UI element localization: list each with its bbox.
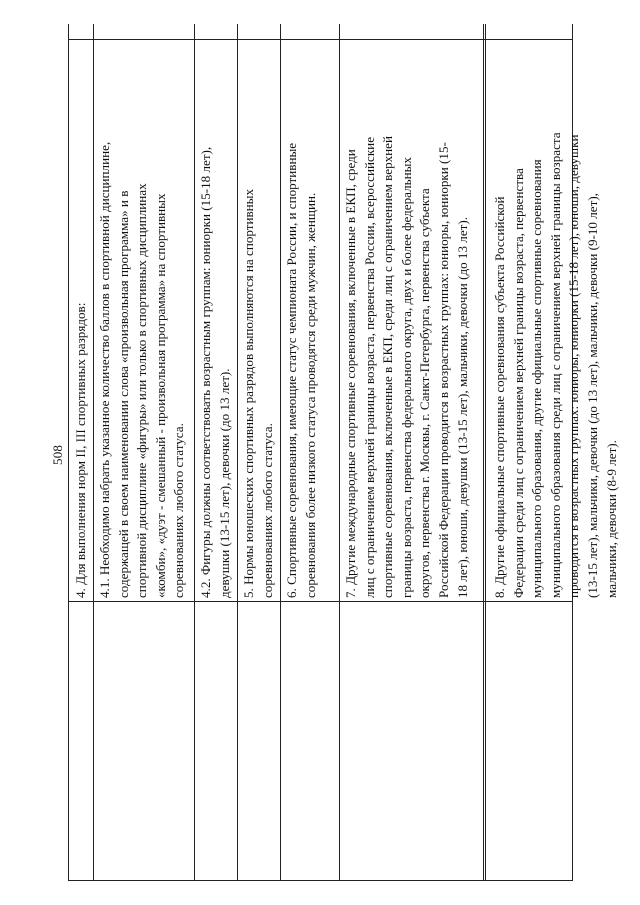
document-table [68, 24, 619, 881]
table-row-item-4-2: 4.2. Фигуры должны соответствовать возрастным группам: юниорки (15-18 лет), девушки (13-15 лет), девочки (до 13 лет). [198, 146, 232, 598]
row-separator [483, 24, 484, 880]
table-row-item-4-1: 4.1. Необходимо набрать указанное количество баллов в спортивной дисциплине, содержащей в своем наименовании слова «произвольная программа» и в спортивной дисциплине «фигуры» или только в спортивных дисциплинах «комби», «дуэт - смешанный - произвольная программа» на спортивных соревнованиях любого статуса. [97, 141, 187, 598]
row-separator [194, 24, 195, 880]
row-separator [237, 24, 238, 880]
table-column-divider-left [69, 601, 572, 602]
table-row-item-6: 6. Спортивные соревнования, имеющие статус чемпионата России, и спортивные соревнования более низкого статуса проводятся среди мужчин, женщин. [284, 142, 318, 598]
row-separator [93, 24, 94, 880]
table-row-item-7: 7. Другие международные спортивные соревнования, включенные в ЕКП, среди лиц с ограничением верхней границы возраста, первенства России, всероссийские спортивные соревнования, включенные в ЕКП, среди лиц с ограничением верхней границы возраста, первенства федерального округа, двух и более федеральных округов, первенства г. Москвы, г. Санкт-Петербурга, первенства субъекта Российской Федерации проводится в возрастных группах: юниоры, юниорки (15- 18 лет), юноши, девушки (13-15 лет), мальчики, девочки (до 13 лет). [343, 135, 470, 598]
row-separator [339, 24, 340, 880]
row-separator [280, 24, 281, 880]
table-row-item-5: 5. Нормы юношеских спортивных разрядов выполняются на спортивных соревнованиях любого статуса. [241, 188, 275, 598]
page-number: 508 [50, 444, 65, 465]
table-row-item-4: 4. Для выполнения норм II, III спортивных разрядов: [73, 302, 88, 598]
table-row-item-8: 8. Другие официальные спортивные соревнования субъекта Российской Федерации среди лиц с ограничением верхней границы возраста, первенства муниципального образования, другие официальные спортивные соревнования муниципального образования среди лиц с ограничением верхней границы возраста проводится в возрастных группах: юниоры, юниорки (15-18 лет), юноши, девушки (13-15 лет), мальчики, девочки (до 13 лет), мальчики, девочки (9-10 лет), мальчики, девочки (8-9 лет). [492, 132, 619, 598]
